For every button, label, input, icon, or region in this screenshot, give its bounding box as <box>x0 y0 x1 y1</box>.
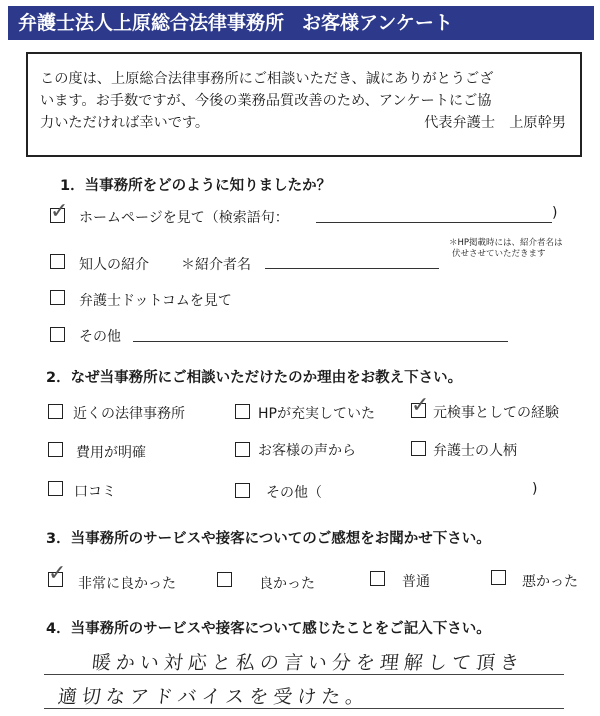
q2-personality-checkbox[interactable] <box>411 441 426 456</box>
firm-name: 弁護士法人上原総合法律事務所 <box>18 12 285 34</box>
q4-answer-line-1: 暖かい対応と私の言い分を理解して頂き <box>90 652 526 674</box>
q1-homepage-close-paren: ) <box>552 205 558 221</box>
q4-answer-line-2: 適切なアドバイスを受けた。 <box>56 686 371 708</box>
q1-note-line-1: ＊HP掲載時には、紹介者名は <box>449 238 563 248</box>
q1-title: 1．当事務所をどのように知りましたか？ <box>60 178 332 194</box>
greeting-line-3: 力いただければ幸いです。 <box>40 115 210 131</box>
q4-answer-rule-1 <box>44 674 564 675</box>
q1-other-checkbox[interactable] <box>50 327 65 342</box>
greeting-box <box>26 52 582 157</box>
greeting-line-2: います。お手数ですが、今後の業務品質改善のため、アンケートにご協 <box>40 93 492 109</box>
q2-fee-label: 費用が明確 <box>76 445 146 461</box>
q3-normal-checkbox[interactable] <box>370 571 385 586</box>
q2-other-label: その他（ <box>266 485 322 501</box>
q1-note-line-2: 伏せさせていただきます <box>452 249 546 259</box>
q2-near-label: 近くの法律事務所 <box>73 406 185 422</box>
q2-other-close-paren: ) <box>532 481 538 497</box>
q2-prosecutor-label: 元検事としての経験 <box>433 405 559 421</box>
q4-title: 4．当事務所のサービスや接客について感じたことをご記入下さい。 <box>46 621 491 637</box>
q2-review-label: 口コミ <box>74 484 116 500</box>
q2-fee-checkbox[interactable] <box>48 442 63 457</box>
q1-other-label: その他 <box>79 329 121 345</box>
checkmark-icon: ✓ <box>48 561 67 586</box>
q3-bad-checkbox[interactable] <box>491 570 506 585</box>
q2-hp-label: HPが充実していた <box>258 406 375 422</box>
q1-homepage-label: ホームページを見て（検索語句： <box>79 210 289 226</box>
q1-referral-checkbox[interactable] <box>50 254 65 269</box>
q3-title: 3．当事務所のサービスや接客についてのご感想をお聞かせ下さい。 <box>46 531 491 547</box>
q2-other-checkbox[interactable] <box>235 483 250 498</box>
q1-search-term-field[interactable] <box>316 222 552 223</box>
q1-bengoshi-checkbox[interactable] <box>50 290 65 305</box>
q2-personality-label: 弁護士の人柄 <box>433 443 517 459</box>
q2-voice-checkbox[interactable] <box>235 442 250 457</box>
q3-good-label: 良かった <box>259 576 315 592</box>
q1-referral-name-label: ＊紹介者名 <box>181 257 251 273</box>
q3-good-checkbox[interactable] <box>217 572 232 587</box>
q2-title: 2．なぜ当事務所にご相談いただけたのか理由をお教え下さい。 <box>46 370 463 386</box>
q2-hp-checkbox[interactable] <box>235 404 250 419</box>
q4-answer-rule-2 <box>44 708 564 709</box>
greeting-line-1: この度は、上原総合法律事務所にご相談いただき、誠にありがとうござ <box>40 71 494 87</box>
greeting-signature: 代表弁護士 上原幹男 <box>424 115 566 131</box>
survey-header <box>8 6 594 40</box>
q1-referral-label: 知人の紹介 <box>79 257 149 273</box>
q3-bad-label: 悪かった <box>522 574 578 590</box>
checkmark-icon: ✓ <box>411 393 430 418</box>
q2-review-checkbox[interactable] <box>48 481 63 496</box>
q3-normal-label: 普通 <box>402 574 430 590</box>
q3-very-good-label: 非常に良かった <box>78 576 176 592</box>
q1-referral-name-field[interactable] <box>265 268 439 269</box>
survey-title: お客様アンケート <box>302 12 453 34</box>
q1-other-field[interactable] <box>133 341 508 342</box>
q1-bengoshi-label: 弁護士ドットコムを見て <box>79 293 232 309</box>
q2-near-checkbox[interactable] <box>48 404 63 419</box>
checkmark-icon: ✓ <box>50 199 69 224</box>
q2-voice-label: お客様の声から <box>258 443 356 459</box>
